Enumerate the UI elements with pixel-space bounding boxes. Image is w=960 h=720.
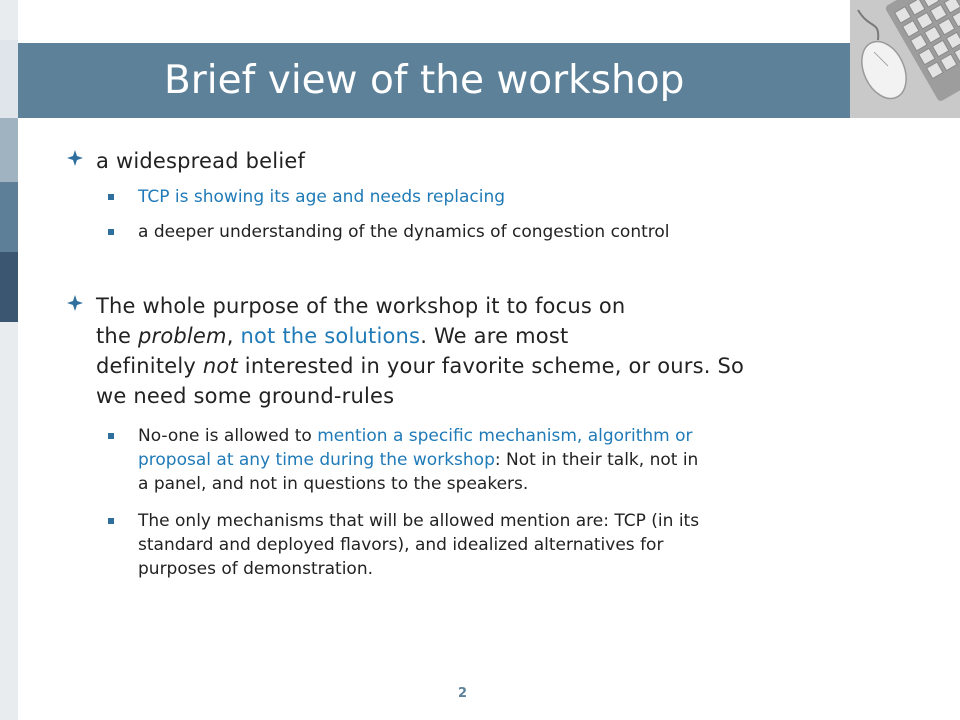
page-number: 2 bbox=[458, 686, 468, 701]
decor-block-3 bbox=[0, 182, 18, 252]
sub-bullet-line: purposes of demonstration. bbox=[138, 559, 373, 579]
bullet-line: the problem, not the solutions. We are most bbox=[96, 324, 569, 348]
square-bullet-icon bbox=[108, 194, 114, 200]
decor-block-1 bbox=[0, 40, 18, 118]
sub-bullet-line: The only mechanisms that will be allowed mention are: TCP (in its bbox=[138, 511, 700, 531]
bullet-line: definitely not interested in your favorite scheme, or ours. So bbox=[96, 354, 745, 378]
bullet-widespread-belief bbox=[96, 146, 305, 176]
square-bullet-icon bbox=[108, 518, 114, 524]
sub-bullet-no-mechanisms bbox=[138, 424, 698, 496]
sub-bullet-line: a panel, and not in questions to the speakers. bbox=[138, 474, 529, 494]
square-bullet-icon bbox=[108, 433, 114, 439]
bullet-line: The whole purpose of the workshop it to focus on bbox=[96, 294, 626, 318]
diamond-bullet-icon bbox=[66, 294, 84, 312]
decor-block-2 bbox=[0, 118, 18, 182]
mouse-keyboard-image bbox=[850, 0, 960, 118]
sub-bullet-line: proposal at any time during the workshop: Not in their talk, not in bbox=[138, 450, 699, 470]
sub-bullet-allowed-mechanisms bbox=[138, 509, 699, 581]
sub-bullet-line: standard and deployed flavors), and idealized alternatives for bbox=[138, 535, 664, 555]
sub-bullet-tcp-age bbox=[138, 185, 505, 209]
square-bullet-icon bbox=[108, 229, 114, 235]
slide-title: Brief view of the workshop bbox=[164, 58, 685, 103]
decor-block-4 bbox=[0, 252, 18, 322]
bullet-text: a widespread belief bbox=[96, 149, 306, 173]
bullet-workshop-purpose bbox=[96, 291, 744, 411]
sub-bullet-text: a deeper understanding of the dynamics of congestion control bbox=[138, 222, 670, 242]
diamond-bullet-icon bbox=[66, 149, 84, 167]
sub-bullet-line: No-one is allowed to mention a specific mechanism, algorithm or bbox=[138, 426, 693, 446]
sub-bullet-deeper-understanding bbox=[138, 220, 670, 244]
title-bar bbox=[18, 43, 854, 118]
bullet-line: we need some ground-rules bbox=[96, 384, 395, 408]
sub-bullet-text: TCP is showing its age and needs replacing bbox=[138, 187, 506, 207]
